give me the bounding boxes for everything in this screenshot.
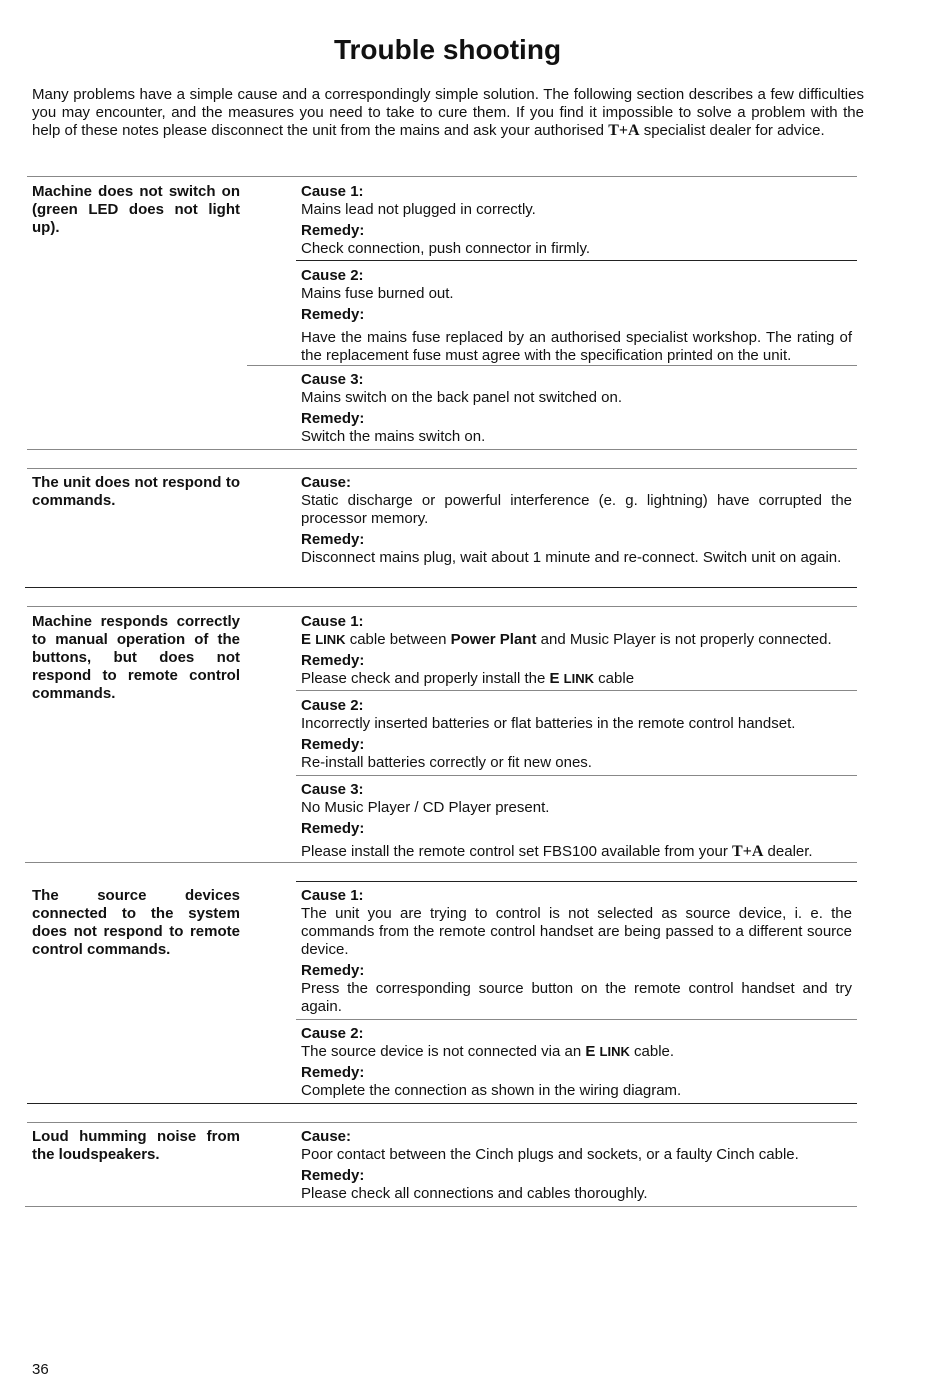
cause-1-2: Cause 2: Mains fuse burned out. Remedy: Have the mains fuse replaced by an authorised specialist workshop. The rating of the replacement fuse must agree with the specification printed on the unit. (301, 267, 852, 364)
divider (27, 468, 857, 469)
cause-5-1: Cause: Poor contact between the Cinch plugs and sockets, or a faulty Cinch cable. Remedy: Please check all connections and cables thoroughly. (301, 1128, 799, 1202)
divider (27, 449, 857, 450)
cause-3-3: Cause 3: No Music Player / CD Player present. Remedy: Please install the remote control set FBS100 available from your T+A dealer. (301, 781, 813, 860)
divider (247, 365, 857, 366)
problem-4: The source devices connected to the system does not respond to remote control commands. (32, 887, 240, 958)
divider (296, 881, 857, 882)
cause-4-2: Cause 2: The source device is not connected via an E LINK cable. Remedy: Complete the connection as shown in the wiring diagram. (301, 1025, 682, 1099)
problem-5: Loud humming noise from the loudspeakers. (32, 1128, 240, 1163)
ta-logo: T+A (732, 843, 764, 860)
cause-1-1: Cause 1: Mains lead not plugged in correctly. Remedy: Check connection, push connector in firmly. (301, 183, 591, 257)
cause-3-1: Cause 1: E LINK cable between Power Plant and Music Player is not properly connected. Remedy: Please check and properly install the E LINK cable (301, 613, 832, 687)
divider (27, 1103, 857, 1104)
divider (296, 1019, 857, 1020)
page-number: 36 (32, 1361, 49, 1378)
cause-2-1: Cause: Static discharge or powerful interference (e. g. lightning) have corrupted the processor memory. Remedy: Disconnect mains plug, wait about 1 minute and re-connect. Switch unit on again. (301, 474, 852, 566)
ta-logo: T+A (608, 122, 640, 139)
divider (296, 775, 857, 776)
divider (296, 690, 857, 691)
intro-paragraph: Many problems have a simple cause and a correspondingly simple solution. The following section describes a few difficulties you may encounter, and the measures you need to take to cure them. If you find it impossible to solve a problem with the help of these notes please disconnect the unit from the mains and ask your authorised T+A specialist dealer for advice. (32, 86, 864, 139)
divider (296, 260, 857, 261)
cause-1-3: Cause 3: Mains switch on the back panel not switched on. Remedy: Switch the mains switch on. (301, 371, 623, 445)
divider (25, 587, 857, 588)
page-title: Trouble shooting (333, 34, 562, 65)
cause-3-2: Cause 2: Incorrectly inserted batteries or flat batteries in the remote control handset. Remedy: Re-install batteries correctly or fit new ones. (301, 697, 796, 771)
divider (27, 606, 857, 607)
divider (25, 1206, 857, 1207)
problem-1: Machine does not switch on (green LED does not light up). (32, 183, 240, 236)
divider (27, 1122, 857, 1123)
problem-3: Machine responds correctly to manual operation of the buttons, but does not respond to remote control commands. (32, 613, 240, 702)
problem-2: The unit does not respond to commands. (32, 474, 240, 509)
cause-4-1: Cause 1: The unit you are trying to control is not selected as source device, i. e. the commands from the remote control handset are being passed to a different source device. Remedy: Press the corresponding source button on the remote control handset and try again. (301, 887, 852, 1015)
divider (25, 862, 857, 863)
divider (27, 176, 857, 177)
